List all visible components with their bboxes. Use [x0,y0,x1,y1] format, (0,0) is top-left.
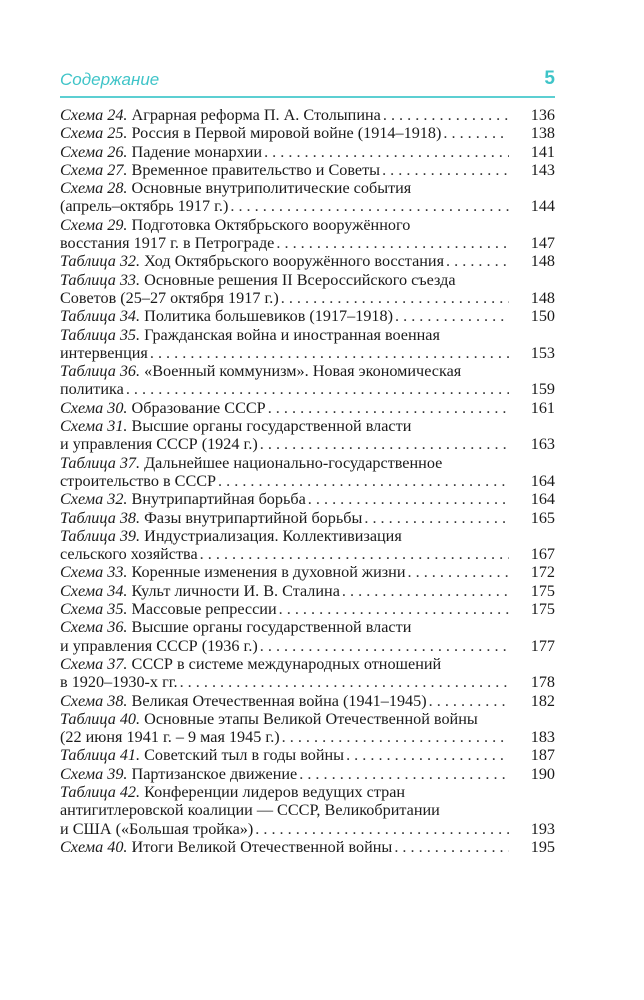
toc-entry-page: 190 [530,764,555,783]
dot-leader [362,509,509,527]
toc-entry-page: 144 [530,197,555,216]
toc-entry-label: Таблица 37. [60,453,141,472]
dot-leader [279,289,509,307]
toc-entry[interactable] [60,765,555,783]
toc-entry[interactable] [60,509,555,527]
toc-entry-page: 167 [530,545,555,564]
dot-leader [380,161,509,179]
dot-leader [306,490,509,508]
toc-entry-label: Схема 36. [60,618,128,637]
toc-entry[interactable] [60,252,555,270]
toc-entry-line [60,527,555,545]
toc-entry-title: Гражданская война и иностранная военная [144,325,440,344]
toc-entry-page: 148 [530,288,555,307]
toc-entry-line [60,399,555,417]
toc-entry-title: (22 июня 1941 г. – 9 мая 1945 г.) [60,728,280,747]
toc-entry-line [60,545,555,563]
toc-entry-page: 150 [530,307,555,326]
toc-entry-title: Основные внутриполитические события [131,179,412,198]
toc-entry-title: интервенция [60,343,148,362]
toc-entry[interactable] [60,161,555,179]
toc-entry-line [60,600,555,618]
toc-entry-line [60,728,555,746]
dot-leader [258,637,509,655]
toc-entry-label: Схема 28. [60,179,128,198]
toc-entry-title: Падение монархии [131,142,263,161]
toc-entry-line [60,417,555,435]
toc-entry-title: Политика большевиков (1917–1918) [144,307,394,326]
toc-entry-page: 138 [530,124,555,143]
toc-entry-label: Схема 40. [60,837,128,856]
toc-entry-label: Схема 24. [60,106,128,124]
toc-entry-label: Таблица 32. [60,252,141,271]
toc-entry-page: 175 [530,581,555,600]
toc-entry[interactable] [60,417,555,454]
dot-leader [344,746,509,764]
toc-entry-page: 193 [530,819,555,838]
toc-entry-line [60,582,555,600]
toc-entry-line [60,692,555,710]
toc-entry-label: Схема 39. [60,764,128,783]
dot-leader [148,344,509,362]
toc-entry-title: Образование СССР [131,398,266,417]
toc-entry[interactable] [60,710,555,747]
toc-entry-line [60,472,555,490]
toc-entry-page: 183 [530,728,555,747]
dot-leader [216,472,509,490]
dot-leader [253,820,509,838]
toc-entry-label: Схема 27. [60,160,128,179]
toc-entry-line [60,801,555,819]
toc-entry-title: в 1920–1930-х гг. [60,673,178,692]
toc-entry-line [60,234,555,252]
toc-entry-line [60,435,555,453]
toc-entry-line [60,563,555,581]
toc-entry-line [60,454,555,472]
toc-entry-title: восстания 1917 г. в Петрограде [60,234,275,253]
toc-entry-line [60,124,555,142]
dot-leader [392,838,509,856]
toc-entry-label: Таблица 38. [60,508,141,527]
toc-entry-page: 175 [530,600,555,619]
dot-leader [198,545,509,563]
toc-entry-page: 143 [530,160,555,179]
toc-entry[interactable] [60,527,555,564]
toc-entry-label: Схема 31. [60,417,128,436]
toc-entry-line [60,106,555,124]
dot-leader [381,106,509,124]
toc-entry-line [60,655,555,673]
toc-entry-page: 195 [530,837,555,856]
dot-leader [266,399,509,417]
toc-entry-line [60,765,555,783]
toc-entry-page: 177 [530,636,555,655]
toc-entry-label: Схема 25. [60,124,128,143]
dot-leader [262,143,509,161]
toc-entry-title: Советов (25–27 октября 1917 г.) [60,288,279,307]
dot-leader [228,197,509,215]
toc-entry-title: Массовые репрессии [131,600,277,619]
toc-entry-title: Советский тыл в годы войны [144,746,345,765]
toc-entry-title: Основные решения II Всероссийского съезда [144,270,456,289]
toc-entry-page: 148 [530,252,555,271]
table-of-contents [60,106,555,856]
toc-entry[interactable] [60,618,555,655]
toc-entry-title: строительство в СССР [60,471,217,490]
toc-entry-line [60,710,555,728]
toc-entry-label: Таблица 34. [60,307,141,326]
toc-entry-title: Ход Октябрьского вооружённого восстания [144,252,445,271]
toc-entry-title: (апрель–октябрь 1917 г.) [60,197,229,216]
toc-entry-label: Схема 26. [60,142,128,161]
toc-entry[interactable] [60,655,555,692]
toc-entry-line [60,362,555,380]
toc-entry-title: Подготовка Октябрьского вооружённого [131,215,411,234]
toc-entry-page: 159 [530,380,555,399]
toc-entry-label: Схема 33. [60,563,128,582]
toc-entry-label: Схема 30. [60,398,128,417]
toc-entry-label: Таблица 40. [60,709,141,728]
toc-entry-line [60,637,555,655]
toc-entry-page: 153 [530,343,555,362]
toc-entry[interactable] [60,179,555,216]
toc-entry-line [60,783,555,801]
toc-entry-line [60,216,555,234]
toc-entry-line [60,820,555,838]
toc-entry[interactable] [60,783,555,838]
toc-entry-line [60,271,555,289]
toc-entry[interactable] [60,124,555,142]
toc-entry-page: 136 [530,106,555,124]
dot-leader [124,380,509,398]
dot-leader [280,728,509,746]
toc-entry-line [60,252,555,270]
toc-entry-title: Итоги Великой Отечественной войны [131,837,393,856]
toc-entry-title: Временное правительство и Советы [131,160,381,179]
toc-entry-title: Индустриализация. Коллективизация [144,526,402,545]
dot-leader [277,600,509,618]
toc-entry[interactable] [60,692,555,710]
toc-entry-line [60,197,555,215]
toc-entry[interactable] [60,326,555,363]
toc-entry-title: Высшие органы государственной власти [131,618,412,637]
toc-entry-title: Культ личности И. В. Сталина [131,581,340,600]
toc-entry[interactable] [60,490,555,508]
toc-entry[interactable] [60,362,555,399]
toc-entry-title: Коренные изменения в духовной жизни [131,563,406,582]
toc-entry-page: 187 [530,746,555,765]
toc-entry-line [60,326,555,344]
toc-entry-line [60,490,555,508]
toc-entry-page: 141 [530,142,555,161]
section-title: Содержание [60,70,160,89]
toc-entry-line [60,344,555,362]
toc-entry-title: и управления СССР (1924 г.) [60,435,258,454]
toc-entry[interactable] [60,307,555,325]
toc-entry-title: Дальнейшее национально-государственное [144,453,443,472]
running-header [60,70,555,94]
toc-entry[interactable] [60,143,555,161]
toc-entry-page: 163 [530,435,555,454]
toc-entry[interactable] [60,563,555,581]
toc-entry-title: СССР в системе международных отношений [131,654,442,673]
dot-leader [258,435,509,453]
toc-entry-line [60,143,555,161]
dot-leader [441,124,509,142]
toc-entry-page: 165 [530,508,555,527]
dot-leader [340,582,509,600]
toc-entry-page: 172 [530,563,555,582]
toc-entry-line [60,673,555,691]
header-rule [60,96,555,98]
toc-entry[interactable] [60,271,555,308]
toc-entry-line [60,509,555,527]
toc-entry-title: Великая Отечественная война (1941–1945) [131,691,427,710]
toc-entry-line [60,307,555,325]
toc-entry-label: Таблица 42. [60,782,141,801]
toc-entry-title: Конференции лидеров ведущих стран [144,782,406,801]
toc-entry-page: 147 [530,234,555,253]
toc-entry-label: Схема 37. [60,654,128,673]
toc-entry-label: Таблица 39. [60,526,141,545]
toc-entry-title: Аграрная реформа П. А. Столыпина [131,106,381,124]
toc-entry-line [60,179,555,197]
dot-leader [427,692,509,710]
toc-entry[interactable] [60,106,555,124]
toc-entry-label: Схема 34. [60,581,128,600]
toc-entry-label: Таблица 41. [60,746,141,765]
toc-entry-label: Схема 35. [60,600,128,619]
toc-entry-title: Внутрипартийная борьба [131,490,306,509]
toc-entry-label: Таблица 35. [60,325,141,344]
toc-entry-label: Схема 32. [60,490,128,509]
toc-entry-title: Основные этапы Великой Отечественной войны [144,709,478,728]
toc-entry[interactable] [60,746,555,764]
toc-entry-title: антигитлеровской коалиции — СССР, Великобритании [60,801,440,820]
toc-entry-title: Россия в Первой мировой войне (1914–1918) [131,124,442,143]
dot-leader [178,673,509,691]
toc-entry-label: Схема 29. [60,215,128,234]
dot-leader [406,563,509,581]
toc-entry-line [60,746,555,764]
toc-entry-title: «Военный коммунизм». Новая экономическая [144,362,462,381]
toc-entry-line [60,838,555,856]
toc-entry-page: 161 [530,398,555,417]
toc-entry-line [60,161,555,179]
toc-entry-title: политика [60,380,124,399]
toc-entry-line [60,289,555,307]
toc-entry-title: и США («Большая тройка») [60,819,254,838]
toc-entry-title: Фазы внутрипартийной борьбы [144,508,363,527]
toc-entry-line [60,618,555,636]
toc-entry-page: 164 [530,490,555,509]
dot-leader [444,252,509,270]
toc-entry-title: сельского хозяйства [60,545,198,564]
toc-entry[interactable] [60,216,555,253]
dot-leader [297,765,509,783]
toc-entry-title: Партизанское движение [131,764,298,783]
toc-entry[interactable] [60,838,555,856]
toc-entry-label: Схема 38. [60,691,128,710]
page-number: 5 [544,68,555,89]
toc-entry-title: и управления СССР (1936 г.) [60,636,258,655]
toc-entry-page: 164 [530,471,555,490]
toc-entry-page: 178 [530,673,555,692]
toc-entry[interactable] [60,454,555,491]
toc-entry[interactable] [60,399,555,417]
dot-leader [393,307,509,325]
toc-entry-label: Таблица 33. [60,270,141,289]
toc-entry-line [60,380,555,398]
toc-entry[interactable] [60,582,555,600]
toc-entry-label: Таблица 36. [60,362,141,381]
toc-entry-title: Высшие органы государственной власти [131,417,412,436]
toc-entry[interactable] [60,600,555,618]
toc-entry-page: 182 [530,691,555,710]
dot-leader [274,234,509,252]
